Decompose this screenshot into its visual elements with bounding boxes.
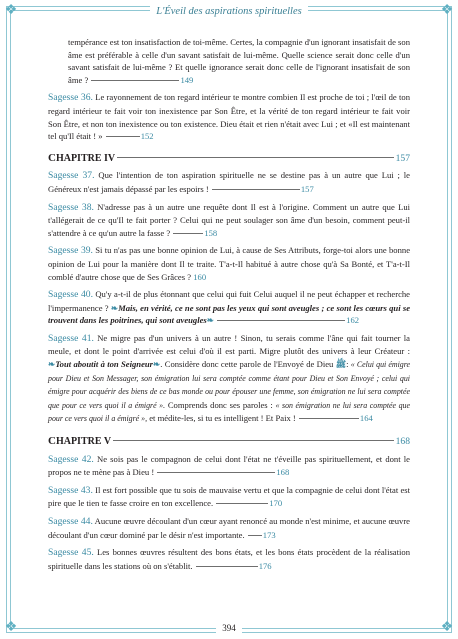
leader-line: [113, 440, 394, 441]
running-header: [0, 6, 458, 17]
leader-line: [299, 418, 359, 419]
chapter-cap: C: [48, 435, 56, 448]
quran-bracket-close-icon: ❧: [206, 315, 214, 326]
leader-line: [216, 503, 268, 504]
toc-entry-sagesse-44[interactable]: [48, 515, 410, 541]
entry-text: tempérance est ton insatisfaction de toi-même. Certes, la compagnie d'un ignorant insatisfait de son âme est préférable à celle d'un savant satisfait de lui-même. Quelle science serait donc celle d'un savant satisfait de lui-même ? Et quelle ignorance serait donc celle de l'ignorant insatisfait de son âme ?: [68, 37, 410, 85]
chapter-heading-v[interactable]: [48, 435, 410, 449]
leader-line: [196, 566, 258, 567]
entry-lead: Sagesse 41.: [48, 332, 94, 344]
header-title: L'Éveil des aspirations spirituelles: [150, 6, 307, 17]
chapter-title: HAPITRE V: [55, 436, 112, 448]
entry-text: Le rayonnement de ton regard intérieur te montre combien Il est proche de toi ; l'œil de ton regard intérieur te fait voir ton inexistence par Son Être, et la vérité de ton regard intérieur te fait voir Son Être, et non ton inexistence ou ton existence. Dieu était et rien n'était avec Lui ; et «Il est maintenant tel qu'Il était ! »: [48, 92, 410, 142]
toc-entry-sagesse-39[interactable]: [48, 244, 410, 283]
corner-ornament-icon: ❖: [4, 620, 18, 635]
entry-text: Aucune œuvre découlant d'un cœur ayant renoncé au monde n'est minime, et aucune œuvre découlant d'un cœur dominé par le désir n'est importante.: [48, 516, 410, 540]
leader-line: [91, 80, 179, 81]
hadith-quote: « son émigration ne lui sera comptée que pour ce vers quoi il a émigré »,: [48, 400, 410, 424]
toc-entry-sagesse-45[interactable]: [48, 546, 410, 572]
toc-entry-sagesse-40[interactable]: [48, 288, 410, 327]
leader-line: [117, 157, 393, 158]
leader-line: [173, 233, 203, 234]
quran-bracket-open-icon: ❧: [48, 359, 56, 370]
entry-text: Ne sois pas le compagnon de celui dont l'état ne t'éveille pas spirituellement, et dont le propos ne te mène pas à Dieu !: [48, 453, 410, 478]
page-ref[interactable]: 160: [193, 271, 207, 282]
chapter-heading-iv[interactable]: [48, 152, 410, 166]
entry-text: Comprends donc ses paroles :: [167, 399, 273, 410]
page-ref[interactable]: 157: [300, 183, 314, 194]
entry-lead: Sagesse 42.: [48, 453, 94, 465]
chapter-cap: C: [48, 151, 56, 164]
corner-ornament-icon: ❖: [4, 3, 18, 18]
corner-ornament-icon: ❖: [440, 620, 454, 635]
entry-text: Qu'y a-t-il de plus étonnant que celui qui fuit Celui auquel il ne peut échapper et recherche l'impermanence ?: [48, 289, 410, 313]
toc-entry-sagesse-43[interactable]: [48, 484, 410, 510]
page-ref[interactable]: 152: [140, 131, 154, 142]
page-ref[interactable]: 157: [395, 152, 410, 164]
leader-line: [106, 136, 140, 137]
page-ref[interactable]: 176: [258, 560, 272, 571]
page-ref[interactable]: 168: [395, 436, 410, 448]
entry-lead: Sagesse 38.: [48, 201, 94, 213]
entry-lead: Sagesse 36.: [48, 92, 93, 104]
toc-entry-sagesse-36[interactable]: [48, 91, 410, 142]
toc-entry-intro: [48, 36, 410, 86]
page-ref[interactable]: 164: [359, 413, 373, 424]
toc-entry-sagesse-42[interactable]: [48, 453, 410, 479]
entry-lead: Sagesse 43.: [48, 484, 93, 496]
page-ref[interactable]: 149: [180, 74, 194, 85]
entry-lead: Sagesse 37.: [48, 170, 95, 182]
page-number: 394: [216, 623, 242, 633]
quran-quote: Tout aboutit à ton Seigneur: [55, 359, 154, 370]
quran-bracket-close-icon: ❧: [153, 359, 161, 370]
entry-lead: Sagesse 44.: [48, 516, 93, 527]
entry-text: Les bonnes œuvres résultent des bons états, et les bons états procèdent de la réalisation spirituelle dans les stations où on s'établit.: [48, 547, 410, 571]
page-ref[interactable]: 162: [346, 315, 360, 326]
quran-bracket-open-icon: ❧: [110, 302, 119, 313]
corner-ornament-icon: ❖: [440, 3, 454, 18]
salutation-icon: ﷺ: [335, 359, 347, 370]
quran-quote: Mais, en vérité, ce ne sont pas les yeux qui sont aveugles ; ce sont les cœurs qui se trouvent dans les poitrines, qui sont aveugles: [48, 302, 411, 326]
page-ref[interactable]: 168: [276, 467, 290, 478]
entry-text: Que l'intention de ton aspiration spirituelle ne se destine pas à un autre que Lui ; le Généreux n'est jamais dépassé par les espoirs !: [48, 170, 410, 194]
page-ref[interactable]: 170: [269, 498, 283, 509]
leader-line: [248, 535, 262, 536]
page-ref[interactable]: 158: [204, 227, 218, 238]
entry-lead: Sagesse 40.: [48, 289, 93, 301]
leader-line: [157, 472, 275, 473]
entry-text: N'adresse pas à un autre une requête dont Il est à l'origine. Comment un autre que Lui t'allégerait de ce qu'Il te fait porter ? Celui qui ne peut soulager son âme d'un besoin, comment peut-il s'attendre à ce qu'un autre la fasse ?: [48, 201, 410, 238]
toc-entry-sagesse-38[interactable]: [48, 201, 410, 240]
entry-text: et médite-les, si tu es intelligent ! Et Paix !: [149, 413, 296, 424]
table-of-contents: [48, 36, 410, 577]
chapter-title: HAPITRE IV: [55, 152, 116, 164]
entry-text: . Considère donc cette parole de l'Envoyé de Dieu: [160, 359, 334, 370]
toc-entry-sagesse-41[interactable]: Sagesse 41. Ne migre pas d'un univers à un autre ! Sinon, tu serais comme l'âne qui fait tourner la meule, et dont le point d'arrivée est celui d'où il est parti. Migre plutôt des univers à leur Créateur : ❧Tout aboutit à ton Seigneur❧. Considère donc cette parole de l'Envoyé de Dieu ﷺ: « Celui qui émigre pour Dieu et Son Messager, son émigration lui sera comptée comme étant pour Dieu et Son Envoyé ; celui qui émigre pour acquérir des biens de ce bas monde ou pour épouser une femme, son émigration ne lui sera comptée que pour ce vers quoi il a émigré ». Comprends donc ses paroles : « son émigration ne lui sera comptée que pour ce vers quoi il a émigré », et médite-les, si tu es intelligent ! Et Paix ! 164: [48, 332, 410, 424]
page-ref[interactable]: 173: [262, 529, 276, 540]
entry-text: Si tu n'as pas une bonne opinion de Lui, à cause de Ses Attributs, forge-toi alors une bonne opinion de Lui pour la manière dont Il te traite. T'a-t-Il habitué à autre chose qu'à Sa Bonté, et T'a-t-Il comblé d'autre chose que de Ses Grâces ?: [48, 245, 411, 282]
leader-line: [212, 189, 300, 190]
leader-line: [217, 320, 345, 321]
toc-entry-sagesse-37[interactable]: [48, 169, 410, 195]
entry-lead: Sagesse 39.: [48, 245, 93, 257]
entry-text: Ne migre pas d'un univers à un autre ! Sinon, tu serais comme l'âne qui fait tourner la meule, et dont le point d'arrivée est celui d'où il est parti. Migre plutôt des univers à leur Créateur :: [48, 332, 410, 357]
entry-lead: Sagesse 45.: [48, 547, 94, 559]
page-footer: [0, 623, 458, 633]
hadith-quote: « Celui qui émigre pour Dieu et Son Messager, son émigration lui sera comptée comme étant pour Dieu et Son Envoyé ; celui qui émigre pour acquérir des biens de ce bas monde ou pour épouser une femme, son émigration ne lui sera comptée que pour ce vers quoi il a émigré ».: [48, 360, 410, 410]
entry-text: Il est fort possible que tu sois de mauvaise vertu et que la compagnie de celui dont l'état est pire que le tien te fasse croire en ton excellence.: [48, 484, 410, 509]
